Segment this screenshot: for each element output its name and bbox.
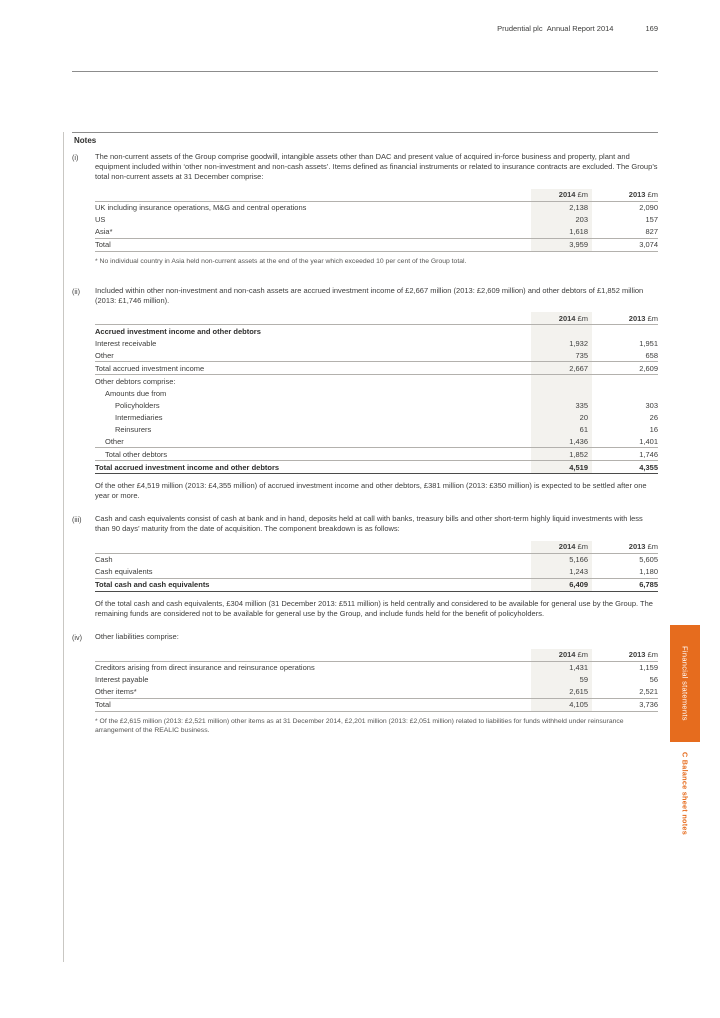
header-rule: [72, 71, 658, 72]
value-2013: 2,090: [639, 203, 658, 213]
non-current-assets-table: [95, 189, 658, 252]
header-spacer: [95, 189, 531, 201]
value-2013: [592, 387, 658, 399]
table-row: [95, 554, 658, 566]
note-id: (iv): [72, 632, 82, 642]
value-2013: 303: [645, 400, 658, 410]
accrued-income-debtors-table: [95, 312, 658, 474]
row-label: Accrued investment income and other debtors: [95, 326, 261, 336]
value-2014: 4,519: [531, 461, 592, 473]
note-ii: [72, 286, 658, 502]
notes-heading: Notes: [74, 136, 97, 145]
table-row: [95, 226, 658, 238]
page-number: 169: [645, 24, 658, 33]
value-2014: [531, 375, 592, 387]
value-2014: 1,243: [531, 566, 592, 578]
row-label: Creditors arising from direct insurance and reinsurance operations: [95, 663, 315, 673]
value-2014: 2,138: [531, 202, 592, 214]
value-2013: 1,180: [639, 567, 658, 577]
value-2013: 4,355: [639, 462, 658, 472]
report-title: Prudential plc Annual Report 2014: [497, 24, 614, 33]
row-label: Total: [95, 700, 111, 710]
value-2013: 1,159: [639, 663, 658, 673]
value-2014: 2,615: [531, 686, 592, 698]
table-row: [95, 411, 658, 423]
value-2014: 2,667: [531, 362, 592, 374]
table-header-row: [95, 312, 658, 325]
row-label: Other: [95, 350, 114, 360]
table-row: [95, 662, 658, 674]
table-row: [95, 349, 658, 361]
value-2013: 5,605: [639, 555, 658, 565]
note-text: The non-current assets of the Group comprise goodwill, intangible assets other than DAC and present value of acquired in-force business and property, plant and equipment included within ‘other non-investment and non-cash assets’. Items defined as financial instruments or related to insurance contracts are excluded. The Group’s total non-current assets at 31 December comprise:: [95, 152, 658, 181]
footnote: * No individual country in Asia held non-current assets at the end of the year which exceeded 10 per cent of the Group total.: [95, 257, 467, 265]
value-2014: 59: [531, 674, 592, 686]
row-label: Cash: [95, 555, 113, 565]
value-2014: 61: [531, 423, 592, 435]
value-2014: 20: [531, 411, 592, 423]
note-text: Included within other non-investment and non-cash assets are accrued investment income of £2,667 million (2013: £2,609 million) and other debtors of £1,852 million (2013: £1,746 million).: [95, 285, 644, 305]
value-2013: 56: [649, 675, 658, 685]
subtotal-row: [95, 447, 658, 461]
value-2014: 335: [531, 399, 592, 411]
value-2014: 3,959: [531, 239, 592, 251]
row-label: Total: [95, 240, 111, 250]
value-2014: [531, 387, 592, 399]
note-id: (iii): [72, 515, 82, 525]
value-2014: 1,852: [531, 448, 592, 460]
table-row: [95, 337, 658, 349]
value-2013: 2,521: [639, 687, 658, 697]
value-2013: 1,951: [639, 338, 658, 348]
value-2013: [592, 325, 658, 337]
table-header-row: [95, 541, 658, 554]
left-margin-rule: [63, 132, 64, 962]
note-iii: [72, 514, 658, 619]
table-row: [95, 423, 658, 435]
financial-statements-tab-label: Financial statements: [680, 646, 690, 721]
row-label: Other items*: [95, 687, 137, 697]
value-2013: 658: [645, 350, 658, 360]
row-label: Total other debtors: [105, 449, 168, 459]
column-header-2013: 2013 £m: [628, 650, 658, 660]
note-text: Cash and cash equivalents consist of cash at bank and in hand, deposits held at call with banks, treasury bills and other short-term highly liquid investments with less than 90 days’ maturity from the date of acquisition. The component breakdown is as follows:: [95, 514, 643, 534]
column-header-2013: 2013 £m: [628, 542, 658, 552]
notes-heading-rule: [72, 132, 658, 133]
value-2014: 203: [531, 214, 592, 226]
value-2013: 827: [645, 227, 658, 237]
row-label: Interest receivable: [95, 338, 157, 348]
value-2013: 26: [649, 412, 658, 422]
header-spacer: [95, 649, 531, 661]
note-text: Of the total cash and cash equivalents, £304 million (31 December 2013: £511 million) is held centrally and considered to be available for general use by the Group. The remaining funds are considered not to be available for general use by the Group, and include funds held for the benefit of policyholders.: [95, 598, 653, 618]
table-row: [95, 686, 658, 698]
group-title-row: [95, 325, 658, 337]
value-2014: 1,618: [531, 226, 592, 238]
row-label: Reinsurers: [115, 424, 152, 434]
table-header-row: [95, 189, 658, 202]
row-label: Other: [105, 436, 124, 446]
value-2014: 1,436: [531, 435, 592, 447]
note-i: [72, 152, 658, 273]
table-row: [95, 399, 658, 411]
column-header-2013: 2013 £m: [628, 190, 658, 200]
column-header-2014: 2014 £m: [531, 541, 592, 553]
value-2014: 1,431: [531, 662, 592, 674]
value-2013: 3,736: [639, 700, 658, 710]
header-spacer: [95, 541, 531, 553]
table-row: [95, 435, 658, 447]
value-2014: [531, 325, 592, 337]
total-row: [95, 238, 658, 252]
row-label: Total accrued investment income: [95, 363, 205, 373]
column-header-2013: 2013 £m: [628, 313, 658, 323]
footnote: * Of the £2,615 million (2013: £2,521 million) other items as at 31 December 2014, £2,201 million (2013: £2,051 million) related to liabilities for funds withheld under reinsurance arrangement of the REALIC business.: [95, 717, 624, 734]
row-label: Amounts due from: [105, 388, 167, 398]
subtotal-row: [95, 361, 658, 375]
value-2014: 4,105: [531, 699, 592, 711]
table-row: [95, 214, 658, 226]
balance-sheet-notes-label: C Balance sheet notes: [680, 752, 690, 835]
value-2013: 3,074: [639, 240, 658, 250]
note-text: Of the other £4,519 million (2013: £4,355 million) of accrued investment income and other debtors, £381 million (2013: £350 million) is expected to be settled after one year or more.: [95, 481, 647, 501]
table-header-row: [95, 649, 658, 662]
notes-section: [72, 132, 658, 755]
section-subtitle-row: [95, 387, 658, 399]
value-2013: 6,785: [639, 580, 658, 590]
table-row: [95, 674, 658, 686]
section-title-row: [95, 375, 658, 387]
row-label: Cash equivalents: [95, 567, 153, 577]
column-header-2014: 2014 £m: [531, 312, 592, 324]
financial-statements-tab: [670, 625, 700, 742]
table-row: [95, 566, 658, 578]
header-spacer: [95, 312, 531, 324]
value-2013: 2,609: [639, 363, 658, 373]
value-2013: 1,401: [639, 436, 658, 446]
other-liabilities-table: [95, 649, 658, 712]
row-label: Intermediaries: [115, 412, 163, 422]
note-iv: [72, 632, 658, 742]
column-header-2014: 2014 £m: [531, 189, 592, 201]
row-label: Asia*: [95, 227, 113, 237]
table-row: [95, 202, 658, 214]
page-header: [72, 24, 658, 33]
total-row: [95, 578, 658, 592]
column-header-2014: 2014 £m: [531, 649, 592, 661]
row-label: Policyholders: [115, 400, 160, 410]
value-2013: [592, 375, 658, 387]
value-2013: 1,746: [639, 449, 658, 459]
value-2014: 5,166: [531, 554, 592, 566]
value-2014: 1,932: [531, 337, 592, 349]
row-label: US: [95, 215, 106, 225]
total-row: [95, 698, 658, 712]
cash-equivalents-table: [95, 541, 658, 592]
total-row: [95, 461, 658, 474]
value-2014: 735: [531, 349, 592, 361]
row-label: UK including insurance operations, M&G and central operations: [95, 203, 307, 213]
row-label: Other debtors comprise:: [95, 376, 176, 386]
row-label: Interest payable: [95, 675, 149, 685]
note-text: Other liabilities comprise:: [95, 631, 179, 641]
note-id: (ii): [72, 286, 80, 296]
value-2013: 157: [645, 215, 658, 225]
value-2014: 6,409: [531, 579, 592, 591]
value-2013: 16: [649, 424, 658, 434]
row-label: Total cash and cash equivalents: [95, 580, 210, 590]
note-id: (i): [72, 153, 79, 162]
row-label: Total accrued investment income and other debtors: [95, 462, 280, 472]
